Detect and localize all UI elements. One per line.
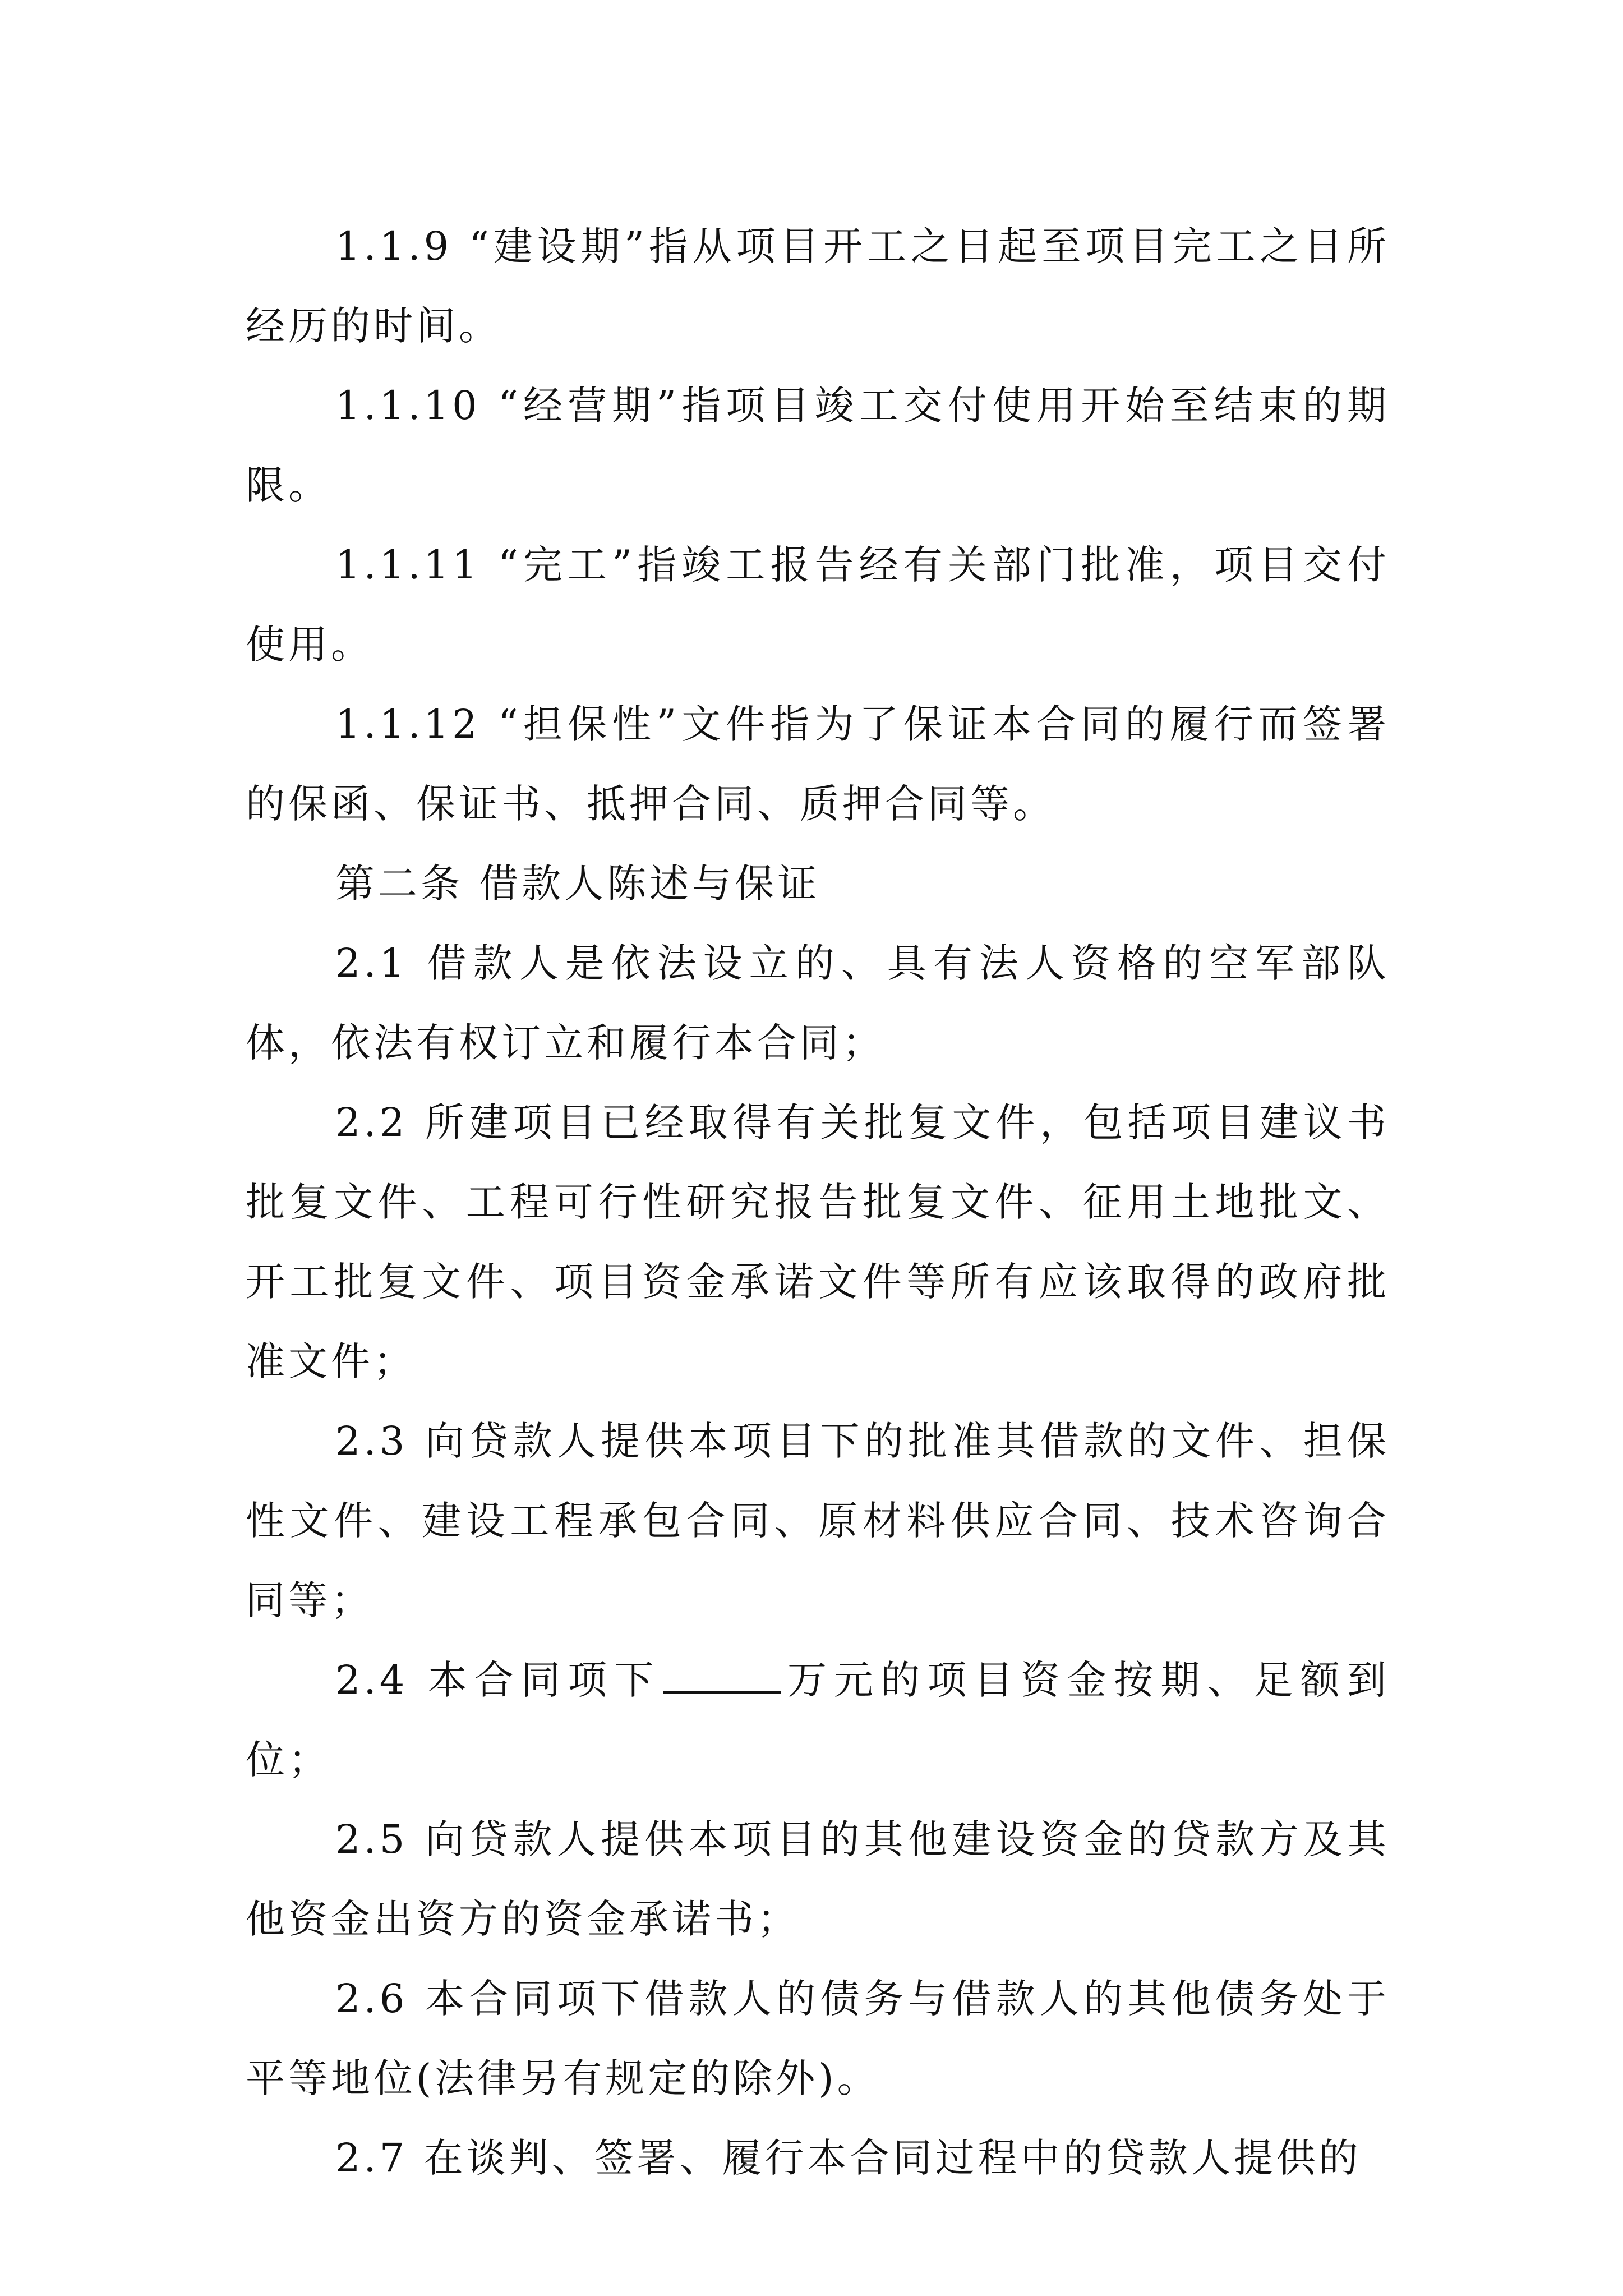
article-2-heading: 第二条 借款人陈述与保证 [335, 861, 820, 907]
document-body [246, 206, 1390, 2198]
clause-2-2: 2.2 所建项目已经取得有关批复文件，包括项目建议书批复文件、工程可行性研究报告批复文件、征用土地批文、开工批复文件、项目资金承诺文件等所有应该取得的政府批准文件； [246, 1099, 1390, 1384]
clause-2-4-before: 2.4 本合同项下 [335, 1657, 661, 1703]
clause-2-5: 2.5 向贷款人提供本项目的其他建设资金的贷款方及其他资金出资方的资金承诺书； [246, 1816, 1390, 1942]
clause-2-6: 2.6 本合同项下借款人的债务与借款人的其他债务处于平等地位(法律另有规定的除外)。 [246, 1976, 1390, 2101]
clause-1-1-12: 1.1.12 “担保性”文件指为了保证本合同的履行而签署的保函、保证书、抵押合同、质押合同等。 [246, 701, 1390, 827]
clause-1-1-10: 1.1.10 “经营期”指项目竣工交付使用开始至结束的期限。 [246, 383, 1390, 508]
clause-2-4 [246, 1640, 1390, 1800]
clause-1-1-11: 1.1.11 “完工”指竣工报告经有关部门批准，项目交付使用。 [246, 542, 1390, 668]
amount-blank-field [663, 1658, 781, 1694]
clause-2-7: 2.7 在谈判、签署、履行本合同过程中的贷款人提供的 [335, 2135, 1362, 2181]
clause-1-1-9: 1.1.9 “建设期”指从项目开工之日起至项目完工之日所经历的时间。 [246, 223, 1390, 349]
clause-2-1: 2.1 借款人是依法设立的、具有法人资格的空军部队体，依法有权订立和履行本合同； [246, 940, 1390, 1066]
clause-2-4-after: 万元的项目资金按期、足额到位； [246, 1657, 1390, 1783]
clause-2-3: 2.3 向贷款人提供本项目下的批准其借款的文件、担保性文件、建设工程承包合同、原材料供应合同、技术咨询合同等； [246, 1418, 1390, 1623]
